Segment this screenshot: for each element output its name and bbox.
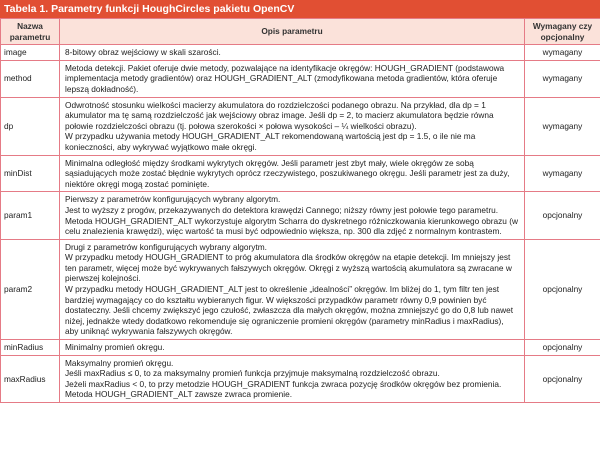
description-line: W przypadku metody HOUGH_GRADIENT_ALT jest to określenie „idealności” okręgów. Im bliżej do 1, tym filtr ten jest bardziej wymagający co do kształtu wybieranych figur. W większości przypadków parametr równy 0,9 powinien być dostateczny. Jeśli chcemy zwiększyć jego czułość, zwłaszcza dla małych okręgów, można zmniejszyć go do 0,8 lub nawet niżej, jednakże wtedy dodatkowo rekomenduje się ograniczenie promieni okręgów (parametry minRadius i maxRadius), aby uniknąć wykrywania fałszywych okręgów. <box>65 284 514 337</box>
table-header-row <box>1 19 600 45</box>
parameter-description <box>60 155 525 192</box>
table-row <box>1 155 600 192</box>
parameter-description <box>60 340 525 356</box>
header-description: Opis parametru <box>60 19 525 45</box>
description-line: W przypadku metody HOUGH_GRADIENT to próg akumulatora dla środków okręgów na etapie detekcji. Im mniejszy jest ten parametr, więcej może być wykrywanych fałszywych okręgów. Okręgi z wyższą wartością akumulatora są zwracane w pierwszej kolejności. <box>65 252 512 284</box>
description-line: Odwrotność stosunku wielkości macierzy akumulatora do rozdzielczości podanego obrazu. Na przykład, dla dp = 1 akumulator ma tę samą rozdzielczość jak wejściowy obraz image. Jeśli dp = 2, to macierz akumulatora będzie równa połowie rozdzielczości obrazu (tj. połowa szerokości × połowa wysokości – ¼ wielkości obrazu). <box>65 99 494 131</box>
required-status: opcjonalny <box>525 239 600 339</box>
description-line: Pierwszy z parametrów konfigurujących wybrany algorytm. <box>65 194 281 205</box>
description-line: W przypadku używania metody HOUGH_GRADIENT_ALT rekomendowaną wartością jest dp = 1.5, o ile nie ma konieczności, aby wykrywać wyjątkowo małe okręgi. <box>65 131 476 152</box>
required-status: wymagany <box>525 60 600 97</box>
table-row <box>1 60 600 97</box>
parameters-table <box>0 18 600 403</box>
description-line: Minimalny promień okręgu. <box>65 342 165 353</box>
table-row <box>1 340 600 356</box>
parameter-name: method <box>1 60 60 97</box>
parameter-description <box>60 45 525 61</box>
description-line: Drugi z parametrów konfigurujących wybrany algorytm. <box>65 241 267 252</box>
parameter-name: minDist <box>1 155 60 192</box>
required-status: opcjonalny <box>525 340 600 356</box>
parameter-description <box>60 97 525 155</box>
required-status: wymagany <box>525 45 600 61</box>
parameter-name: dp <box>1 97 60 155</box>
description-line: Metoda detekcji. Pakiet oferuje dwie metody, pozwalające na identyfikacje okręgów: HOUGH_GRADIENT (podstawowa implementacja metody gradientów) oraz HOUGH_GRADIENT_ALT (zmodyfikowana metoda gradientów, która oferuje lepszą dokładność). <box>65 62 505 94</box>
parameter-name: param1 <box>1 192 60 239</box>
description-line: Maksymalny promień okręgu. <box>65 357 174 368</box>
description-line: Jeżeli maxRadius < 0, to przy metodzie HOUGH_GRADIENT funkcja zwraca pozycję środków okręgów bez promienia. Metoda HOUGH_GRADIENT_ALT zawsze zwraca promienie. <box>65 378 502 400</box>
parameter-name: param2 <box>1 239 60 339</box>
table-title: Tabela 1. Parametry funkcji HoughCircles pakietu OpenCV <box>0 0 600 18</box>
description-line: Jest to wyższy z progów, przekazywanych do detektora krawędzi Cannego; niższy równy jest połowie tego parametru. <box>65 204 499 215</box>
required-status: opcjonalny <box>525 355 600 402</box>
parameter-name: maxRadius <box>1 355 60 402</box>
required-status: wymagany <box>525 155 600 192</box>
description-line: 8-bitowy obraz wejściowy w skali szarości. <box>65 47 221 58</box>
table-row <box>1 45 600 61</box>
parameter-description <box>60 355 525 402</box>
table-row <box>1 192 600 239</box>
table-row <box>1 239 600 339</box>
header-required: Wymagany czy opcjonalny <box>525 19 600 45</box>
description-line: Metoda HOUGH_GRADIENT_ALT wykorzystuje algorytm Scharra do dyskretnego różniczkowania kierunkowego obrazu (w celu znalezienia krawędzi), więc wartość ta musi być odpowiednio większa, np. 300 dla zdjęć z normalnym kontrastem. <box>65 215 518 237</box>
parameter-name: minRadius <box>1 340 60 356</box>
parameter-description <box>60 192 525 239</box>
description-line: Minimalna odległość między środkami wykrytych okręgów. Jeśli parametr jest zbyt mały, wiele okręgów ze sobą sąsiadujących może zostać błędnie wykrytych oprócz rzeczywistego, poszukiwanego okręgu. Jeśli parametr jest za duży, niektóre okręgi mogą zostać pominięte. <box>65 157 510 189</box>
required-status: wymagany <box>525 97 600 155</box>
header-name: Nazwa parametru <box>1 19 60 45</box>
parameter-description <box>60 239 525 339</box>
table-row <box>1 97 600 155</box>
required-status: opcjonalny <box>525 192 600 239</box>
description-line: Jeśli maxRadius ≤ 0, to za maksymalny promień funkcja przyjmuje maksymalną rozdzielczość obrazu. <box>65 368 440 379</box>
parameter-description <box>60 60 525 97</box>
table-row <box>1 355 600 402</box>
parameter-name: image <box>1 45 60 61</box>
